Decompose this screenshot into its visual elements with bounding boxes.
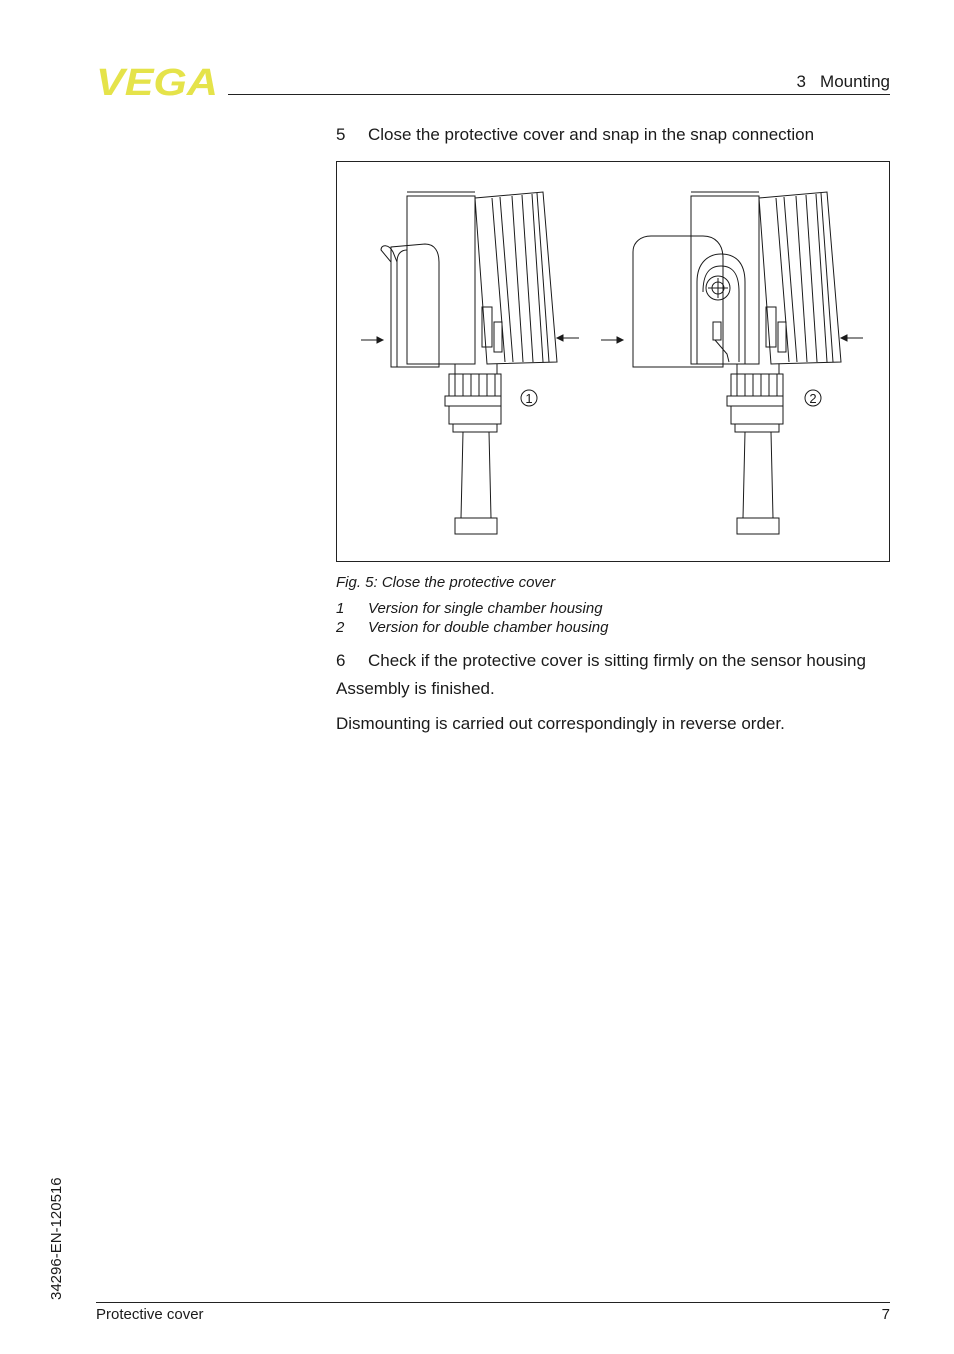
legend-text: Version for double chamber housing: [368, 619, 609, 636]
step-number: 5: [336, 125, 346, 144]
step-text: Close the protective cover and snap in the snap connection: [368, 125, 815, 144]
callout-2: 2: [809, 391, 817, 406]
assembly-note: Assembly is finished.: [336, 679, 495, 698]
vega-logo: [96, 64, 220, 98]
legend-number: 2: [336, 619, 345, 636]
step-text: Check if the protective cover is sitting firmly on the sensor housing: [368, 651, 866, 670]
dismount-note: Dismounting is carried out correspondingly in reverse order.: [336, 714, 785, 733]
figure-caption: Fig. 5: Close the protective cover: [336, 574, 556, 591]
sensor-double-chamber: [601, 192, 863, 534]
logo-lettering: VEGA: [96, 64, 218, 98]
footer-section-name: Protective cover: [96, 1306, 204, 1323]
header-rule: [228, 94, 890, 95]
document-id: 34296-EN-120516: [48, 1177, 65, 1300]
step-6: [336, 649, 866, 673]
legend-number: 1: [336, 600, 345, 617]
figure-frame: [336, 161, 890, 562]
step-number: 6: [336, 651, 346, 670]
mounting-illustration: [337, 162, 889, 561]
footer-rule: [96, 1302, 890, 1303]
callout-1: 1: [525, 391, 533, 406]
legend-item-2: [336, 618, 608, 637]
page-number: 7: [881, 1306, 890, 1323]
legend-item-1: [336, 599, 603, 618]
section-title: 3 Mounting: [796, 72, 890, 91]
step-5: [336, 123, 814, 147]
legend-text: Version for single chamber housing: [368, 600, 603, 617]
sensor-single-chamber: [361, 192, 579, 534]
